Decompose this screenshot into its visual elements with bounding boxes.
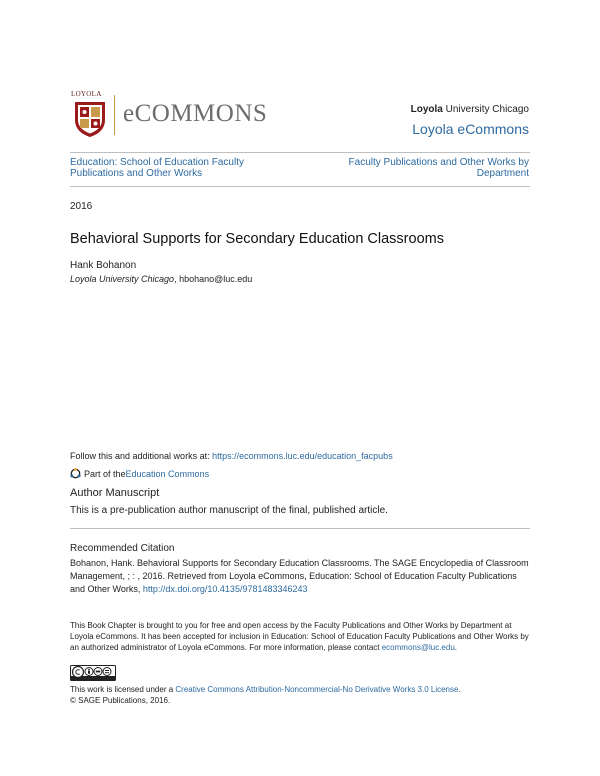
- doi-link[interactable]: http://dx.doi.org/10.4135/9781483346243: [142, 584, 308, 594]
- university-name: [411, 104, 529, 115]
- follow-line: [70, 451, 393, 461]
- copyright-text: © SAGE Publications, 2016.: [70, 696, 171, 705]
- network-icon: [70, 468, 81, 479]
- notice-end: .: [454, 643, 457, 652]
- access-notice: [70, 620, 532, 653]
- author-affiliation: [70, 274, 252, 284]
- citation-body: Bohanon, Hank. Behavioral Supports for Secondary Education Classrooms. The SAGE Encyclopedia of Classroom Management, ; : , 2016. Retrieved from Loyola eCommons, Education: School of Education Faculty Publications and Other Works,: [70, 558, 529, 594]
- divider-citation: [70, 528, 530, 529]
- license-prefix: This work is licensed under a: [70, 685, 176, 694]
- license-suffix: .: [458, 685, 461, 694]
- creative-commons-badge-icon[interactable]: [70, 665, 116, 681]
- logo-divider: [114, 95, 115, 135]
- divider-top: [70, 152, 530, 153]
- logo-text: eCOMMONS: [123, 100, 268, 127]
- contact-email-link[interactable]: ecommons@luc.edu: [381, 643, 455, 652]
- affiliation-email: , hbohano@luc.edu: [174, 274, 253, 284]
- breadcrumb-school-link[interactable]: Education: School of Education Faculty Publications and Other Works: [70, 157, 244, 179]
- loyola-seal-icon: [72, 100, 108, 138]
- education-commons-link[interactable]: Education Commons: [125, 468, 210, 479]
- notice-body: This Book Chapter is brought to you for free and open access by the Faculty Publications and Other Works by Department at Loyola eCommons. It has been accepted for inclusion in Education: School of Education Faculty Publications and Other Works by an authorized administrator of Loyola eCommons. For more information, please contact: [70, 621, 529, 652]
- breadcrumb-department-link[interactable]: Faculty Publications and Other Works by Department: [348, 157, 529, 179]
- manuscript-text: This is a pre-publication author manuscript of the final, published article.: [70, 505, 388, 516]
- citation-text: [70, 557, 532, 596]
- author-name: Hank Bohanon: [70, 260, 137, 271]
- loyola-ecommons-link[interactable]: Loyola eCommons: [412, 121, 529, 137]
- publication-year: 2016: [70, 201, 93, 212]
- citation-heading: Recommended Citation: [70, 543, 175, 554]
- follow-prefix: Follow this and additional works at:: [70, 451, 213, 461]
- cc-license-link[interactable]: Creative Commons Attribution-Noncommercial-No Derivative Works 3.0 License: [175, 685, 459, 694]
- manuscript-heading: Author Manuscript: [70, 487, 160, 499]
- collection-link[interactable]: https://ecommons.luc.edu/education_facpubs: [212, 451, 393, 461]
- ecommons-logo[interactable]: [70, 90, 295, 138]
- university-rest: University Chicago: [442, 104, 529, 115]
- affiliation-institution: Loyola University Chicago: [70, 274, 175, 284]
- university-bold: Loyola: [410, 104, 443, 115]
- document-title: Behavioral Supports for Secondary Education Classrooms: [70, 231, 444, 247]
- license-text: [70, 684, 540, 706]
- part-of-prefix: Part of the: [84, 468, 126, 479]
- divider-crumbs: [70, 186, 530, 187]
- seal-word: LOYOLA: [71, 90, 102, 98]
- part-of-line: [70, 468, 209, 479]
